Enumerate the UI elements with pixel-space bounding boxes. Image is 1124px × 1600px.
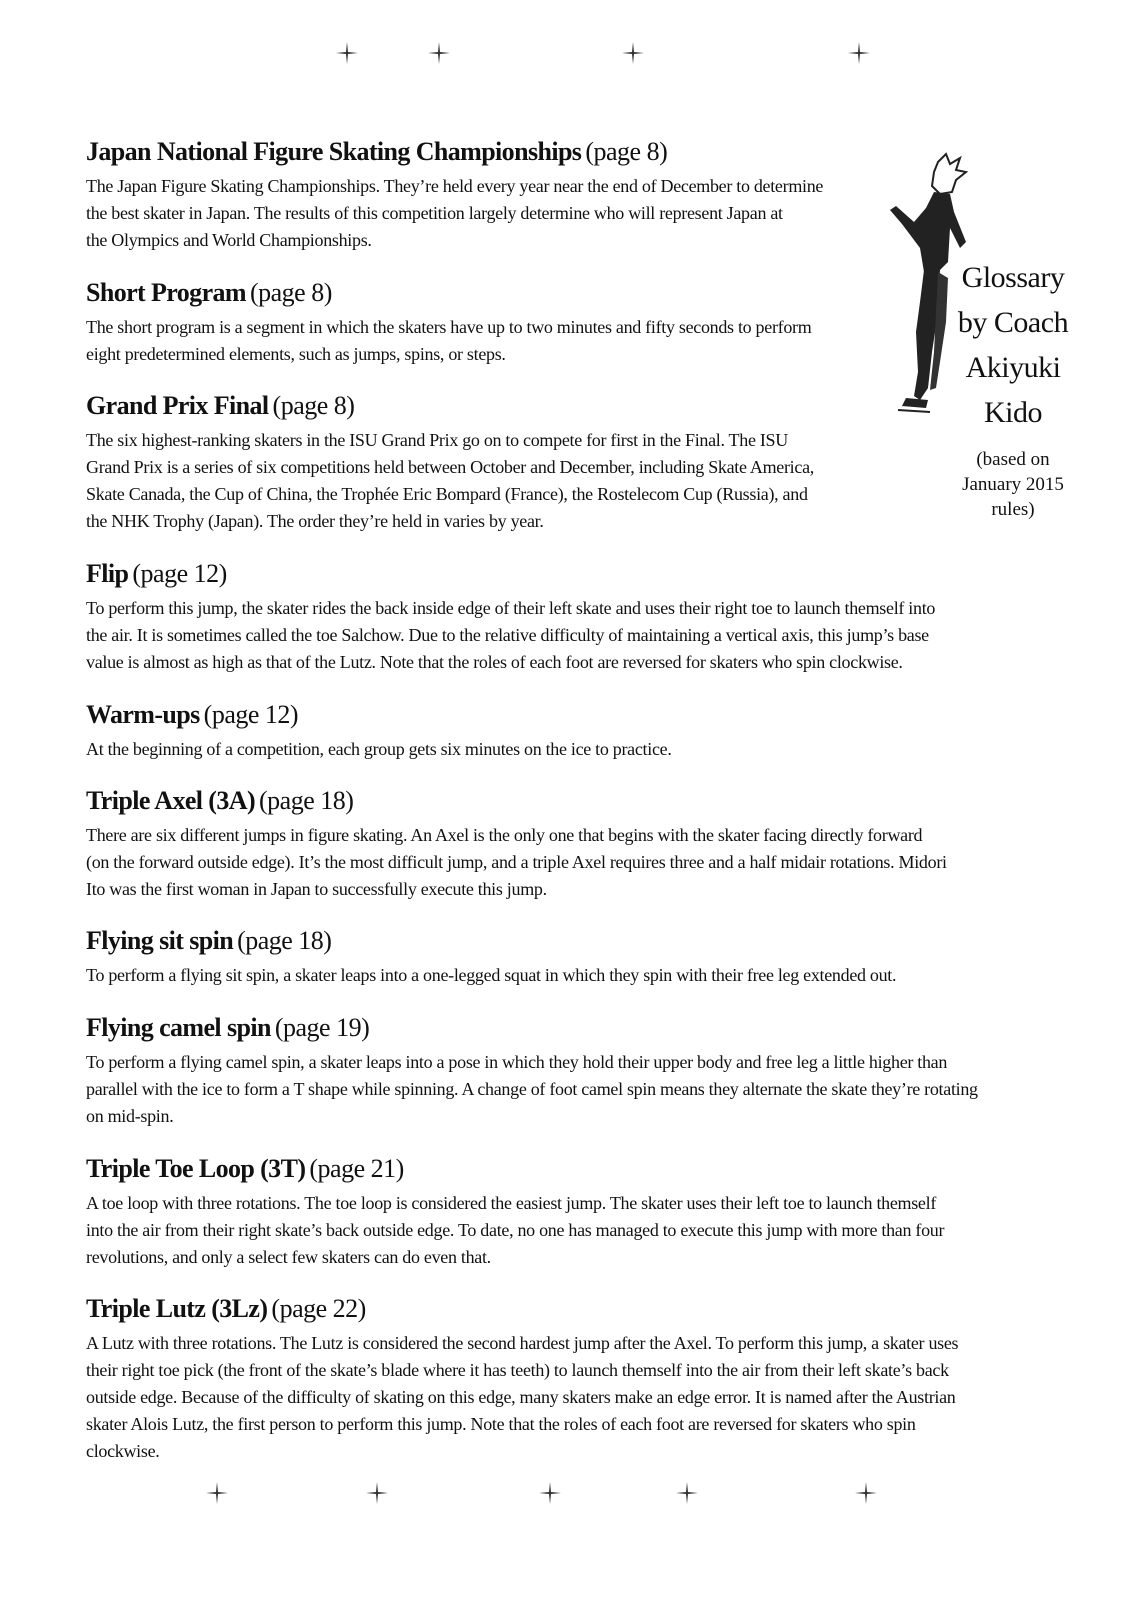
entry-term: Japan National Figure Skating Championships [86,137,582,166]
entry-description-line: The six highest-ranking skaters in the ISU Grand Prix go on to compete for first in the Final. The ISU [86,430,788,450]
glossary-title [950,255,1076,435]
glossary-entry [86,389,814,535]
entry-description-line: into the air from their right skate’s back outside edge. To date, no one has managed to execute this jump with more than four [86,1220,945,1240]
sparkle-icon [622,42,644,64]
glossary-entry [86,784,947,903]
glossary-entry [86,1011,978,1130]
entry-heading [86,276,811,314]
entry-description-line: on mid-spin. [86,1106,174,1126]
entry-page-ref: (page 22) [271,1294,366,1323]
sparkle-icon [539,1482,561,1504]
entry-heading [86,135,823,173]
sparkle-icon [336,42,358,64]
glossary-entry [86,698,672,763]
entry-description-line: outside edge. Because of the difficulty of skating on this edge, many skaters make an edge error. It is named after the Austrian [86,1387,956,1407]
entry-page-ref: (page 21) [309,1154,404,1183]
entry-description-line: revolutions, and only a select few skaters can do even that. [86,1247,491,1267]
entry-page-ref: (page 19) [274,1013,370,1042]
entry-heading [86,557,935,595]
glossary-entry [86,276,811,368]
entry-page-ref: (page 12) [203,700,299,729]
glossary-title-line: Glossary [961,261,1065,294]
glossary-entry [86,1292,958,1465]
entry-description-line: The Japan Figure Skating Championships. They’re held every year near the end of December to determine [86,176,824,196]
entry-description-line: At the beginning of a competition, each group gets six minutes on the ice to practice. [86,739,672,759]
entry-term: Triple Lutz (3Lz) [86,1294,268,1323]
glossary-title-line: Kido [984,396,1042,429]
entry-page-ref: (page 8) [272,391,355,420]
entry-description-line: (on the forward outside edge). It’s the most difficult jump, and a triple Axel requires three and a half midair rotations. Midori [86,852,947,872]
entry-term: Short Program [86,278,246,307]
entry-description-line: A Lutz with three rotations. The Lutz is considered the second hardest jump after the Axel. To perform this jump, a skater uses [86,1333,959,1353]
sparkle-icon [676,1482,698,1504]
entry-description-line: clockwise. [86,1441,160,1461]
entry-description-line: skater Alois Lutz, the first person to perform this jump. Note that the roles of each foot are reversed for skaters who spin [86,1414,916,1434]
rules-note-line: January 2015 [962,474,1064,495]
sparkle-icon [366,1482,388,1504]
entry-description-line: To perform this jump, the skater rides the back inside edge of their left skate and uses their right toe to launch themself into [86,598,936,618]
glossary-title-line: by Coach [957,306,1069,339]
entry-heading [86,1292,958,1330]
glossary-entry [86,135,823,254]
entry-term: Triple Toe Loop (3T) [86,1154,306,1183]
rules-note-line: rules) [991,499,1035,520]
entry-page-ref: (page 18) [259,786,354,815]
entry-term: Flip [86,559,129,588]
entry-description-line: their right toe pick (the front of the skate’s blade where it has teeth) to launch themself into the air from their left skate’s back [86,1360,949,1380]
entry-term: Flying sit spin [86,926,234,955]
entry-description-line: To perform a flying camel spin, a skater leaps into a pose in which they hold their upper body and free leg a little higher than [86,1052,948,1072]
rules-note-line: (based on [976,449,1050,470]
entry-description-line: eight predetermined elements, such as jumps, spins, or steps. [86,344,506,364]
glossary-entry [86,924,896,989]
entry-description-line: The short program is a segment in which the skaters have up to two minutes and fifty seconds to perform [86,317,812,337]
sparkle-icon [206,1482,228,1504]
entry-heading [86,389,814,427]
entry-page-ref: (page 8) [585,137,668,166]
glossary-title-line: Akiyuki [965,351,1061,384]
glossary-entry [86,1152,944,1271]
entry-heading [86,698,672,736]
entry-description-line: Skate Canada, the Cup of China, the Trophée Eric Bompard (France), the Rostelecom Cup (Russia), and [86,484,808,504]
entry-description-line: the NHK Trophy (Japan). The order they’re held in varies by year. [86,511,544,531]
entry-term: Flying camel spin [86,1013,271,1042]
entry-description-line: There are six different jumps in figure skating. An Axel is the only one that begins with the skater facing directly forward [86,825,923,845]
entry-term: Warm-ups [86,700,200,729]
rules-note [950,447,1076,522]
glossary-entry [86,557,935,676]
bottom-sparkle-row [0,1482,1124,1506]
entry-description-line: value is almost as high as that of the Lutz. Note that the roles of each foot are reversed for skaters who spin clockwise. [86,652,903,672]
entry-page-ref: (page 18) [237,926,332,955]
entry-heading [86,784,947,822]
entry-description-line: the Olympics and World Championships. [86,230,372,250]
entry-description-line: A toe loop with three rotations. The toe loop is considered the easiest jump. The skater uses their left toe to launch themself [86,1193,937,1213]
entry-description-line: parallel with the ice to form a T shape while spinning. A change of foot camel spin means they alternate the skate they’re rotating [86,1079,978,1099]
sparkle-icon [848,42,870,64]
sparkle-icon [428,42,450,64]
entry-term: Triple Axel (3A) [86,786,255,815]
entry-description-line: the best skater in Japan. The results of this competition largely determine who will represent Japan at [86,203,783,223]
entry-page-ref: (page 12) [132,559,227,588]
entry-page-ref: (page 8) [249,278,332,307]
sparkle-icon [855,1482,877,1504]
entry-description-line: Grand Prix is a series of six competitions held between October and December, including Skate America, [86,457,814,477]
entry-heading [86,924,896,962]
entry-term: Grand Prix Final [86,391,269,420]
entry-heading [86,1152,944,1190]
top-sparkle-row [0,42,1124,66]
entry-description-line: the air. It is sometimes called the toe Salchow. Due to the relative difficulty of maintaining a vertical axis, this jump’s base [86,625,929,645]
entry-heading [86,1011,978,1049]
entry-description-line: To perform a flying sit spin, a skater leaps into a one-legged squat in which they spin with their free leg extended out. [86,965,897,985]
entry-description-line: Ito was the first woman in Japan to successfully execute this jump. [86,879,547,899]
